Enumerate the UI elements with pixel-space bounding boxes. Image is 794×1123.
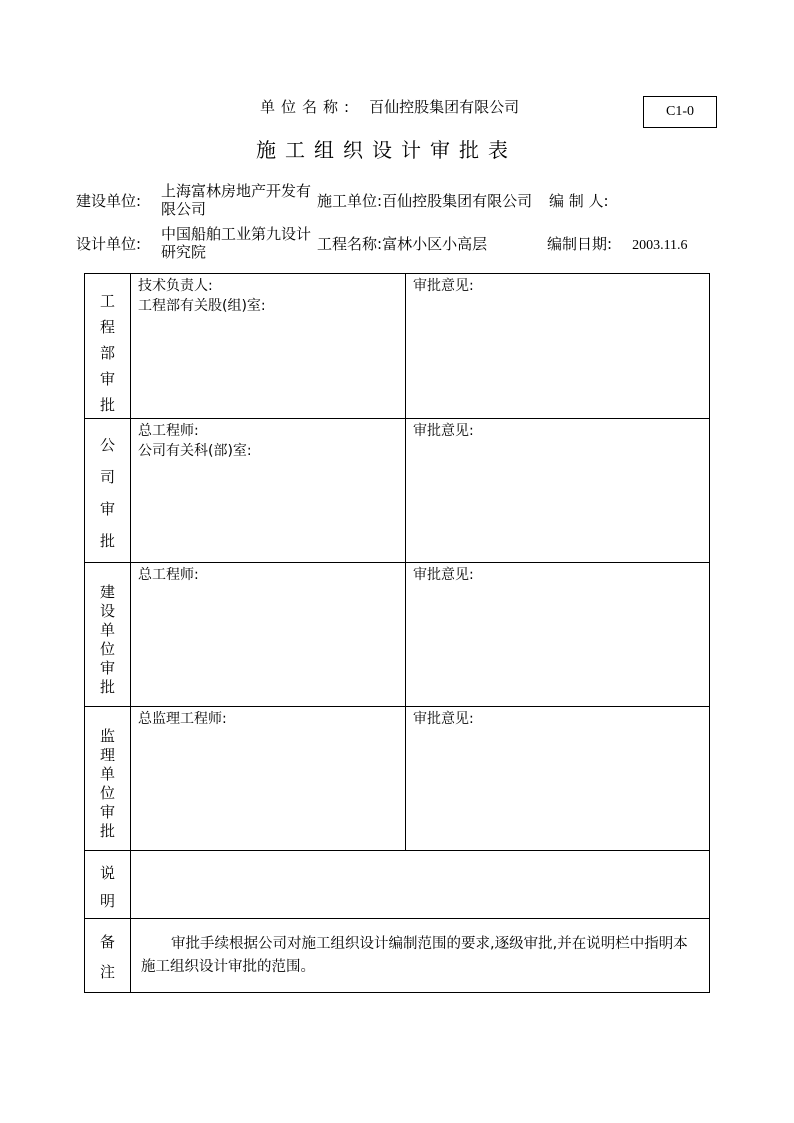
row-left-cell[interactable]: 总工程师: 公司有关科(部)室: <box>131 419 406 563</box>
row-side-label: 建设单位审批 <box>85 563 131 707</box>
project-label: 工程名称: <box>317 235 383 253</box>
design-unit-label: 设计单位: <box>76 235 142 253</box>
construct-unit-field <box>317 192 532 210</box>
form-title: 施工组织设计审批表 <box>256 138 517 162</box>
table-row <box>85 707 710 851</box>
table-row <box>85 563 710 707</box>
org-label: 单位名称: <box>260 98 356 116</box>
explain-row <box>85 851 710 919</box>
date-field <box>547 235 688 255</box>
remark-content-cell[interactable]: 审批手续根据公司对施工组织设计编制范围的要求,逐级审批,并在说明栏中指明本施工组织设计审批的范围。 <box>131 919 710 993</box>
row-opinion-cell[interactable]: 审批意见: <box>406 274 710 419</box>
explain-content-cell[interactable] <box>131 851 710 919</box>
form-code-box: C1-0 <box>643 96 717 128</box>
row-side-label: 工程部审批 <box>85 274 131 419</box>
row-left-cell[interactable]: 总工程师: <box>131 563 406 707</box>
row-opinion-cell[interactable]: 审批意见: <box>406 563 710 707</box>
org-name: 百仙控股集团有限公司 <box>369 98 520 116</box>
row-left-cell[interactable]: 总监理工程师: <box>131 707 406 851</box>
approval-table <box>84 273 710 993</box>
row-side-label: 监理单位审批 <box>85 707 131 851</box>
row-opinion-cell[interactable]: 审批意见: <box>406 419 710 563</box>
date-value: 2003.11.6 <box>632 238 688 253</box>
row-side-label: 公司审批 <box>85 419 131 563</box>
row-opinion-cell[interactable]: 审批意见: <box>406 707 710 851</box>
compiler-field <box>549 192 609 210</box>
remark-row <box>85 919 710 993</box>
date-label: 编制日期: <box>547 235 613 253</box>
org-line <box>260 96 519 117</box>
construct-unit-label: 施工单位: <box>317 192 383 210</box>
build-unit-value: 上海富林房地产开发有限公司 <box>161 182 312 218</box>
explain-side-label: 说明 <box>85 851 131 919</box>
compiler-label: 编 制 人: <box>549 192 609 210</box>
project-field <box>317 235 487 253</box>
table-row <box>85 274 710 419</box>
row-left-cell[interactable]: 技术负责人: 工程部有关股(组)室: <box>131 274 406 419</box>
remark-side-label: 备注 <box>85 919 131 993</box>
project-value: 富林小区小高层 <box>382 235 488 253</box>
table-row <box>85 419 710 563</box>
build-unit-label: 建设单位: <box>76 192 142 210</box>
design-unit-value: 中国船舶工业第九设计研究院 <box>161 225 312 261</box>
construct-unit-value: 百仙控股集团有限公司 <box>382 192 533 210</box>
